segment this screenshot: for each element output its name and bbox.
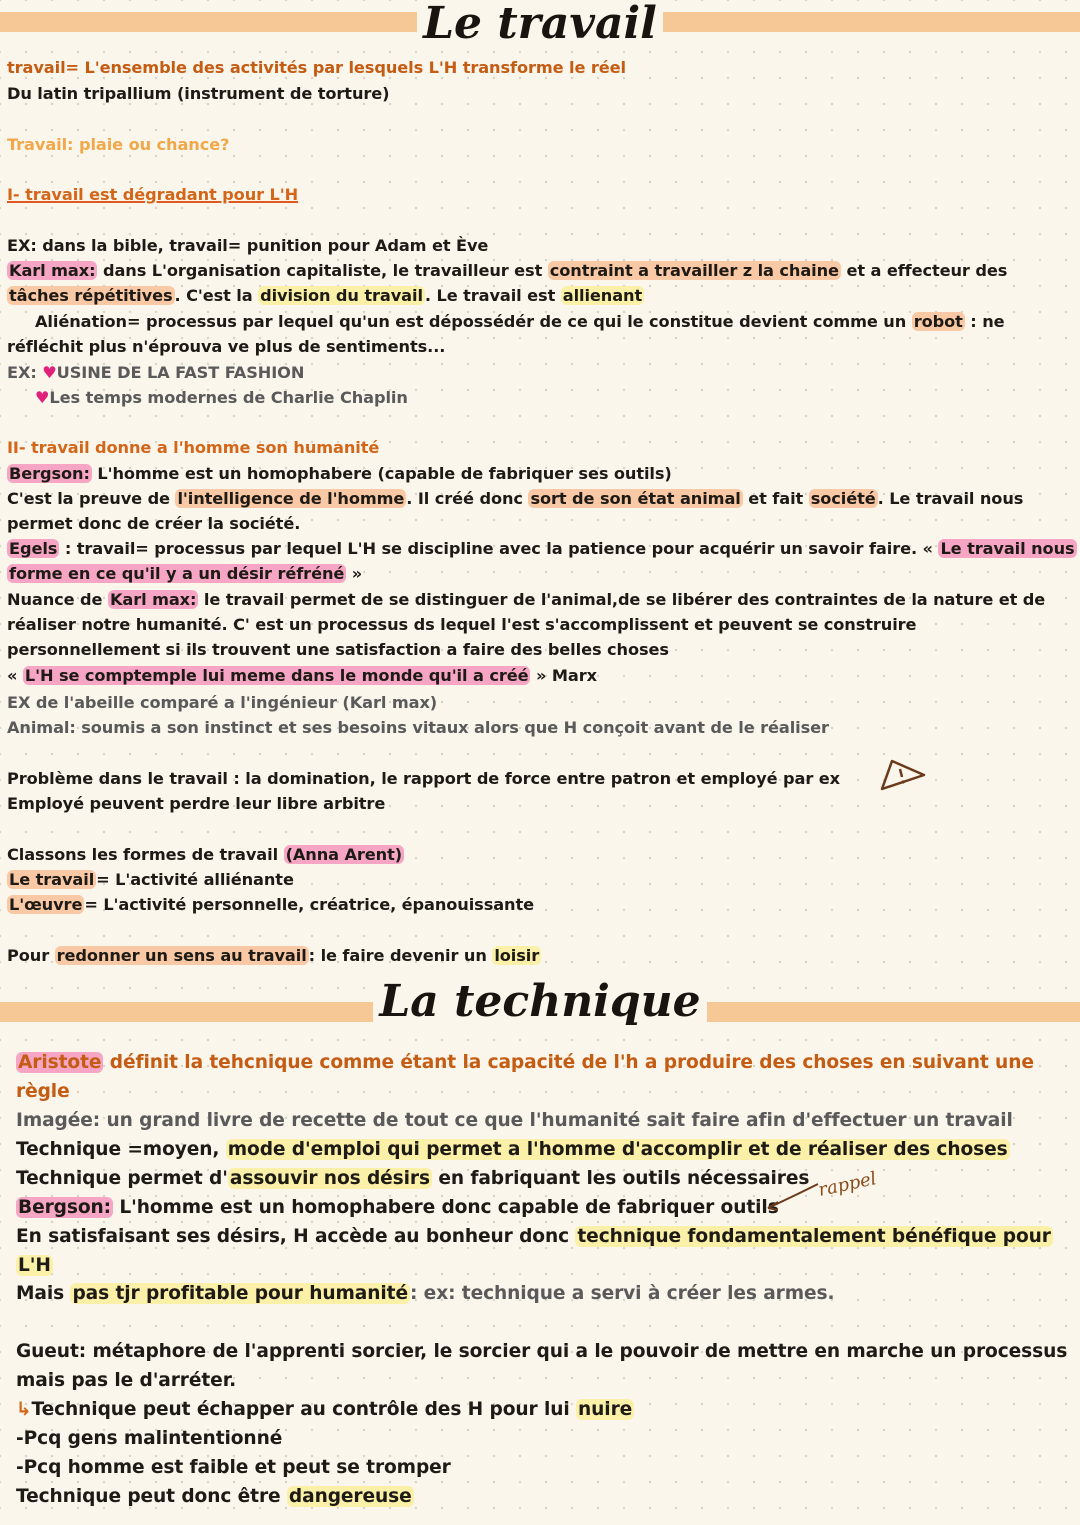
taches-line: tâches répétitives . C'est la division du travail . Le travail est allienant: [9, 286, 643, 305]
egels-line: Egels : travail= processus par lequel L'H se discipline avec la patience pour acquérir un savoir faire. « Le travail nous: [9, 539, 1075, 558]
bonheur-line: En satisfaisant ses désirs, H accède au bonheur donc technique fondamentalement bénéfique pour: [16, 1226, 1051, 1247]
mais-line: Mais pas tjr profitable pour humanité : ex: technique a servi à créer les armes.: [16, 1283, 835, 1304]
marx-quote: « L'H se comptemple lui meme dans le monde qu'il a créé » Marx: [7, 666, 597, 685]
nuance-line-2: réaliser notre humanité. C' est un processus ds lequel l'est s'accomplissent et peuvent se construire: [7, 615, 917, 634]
regle-line: règle: [16, 1081, 70, 1102]
oeuvre-def-line: L'œuvre = L'activité personnelle, créatrice, épanouissante: [9, 895, 535, 914]
pcq-line-1: -Pcq gens malintentionné: [16, 1428, 283, 1449]
classons-line: Classons les formes de travail (Anna Arent): [7, 845, 403, 864]
heart-icon: ♥: [35, 388, 50, 407]
imagee-line: Imagée: un grand livre de recette de tout ce que l'humanité sait faire afin d'effectuer un travail: [16, 1110, 1013, 1131]
gueut-line: Gueut: métaphore de l'apprenti sorcier, le sorcier qui a le pouvoir de mettre en marche un processus: [16, 1341, 1068, 1362]
definition-line: travail= L'ensemble des activités par lesquels L'H transforme le réel: [7, 58, 626, 77]
etymology-line: Du latin tripallium (instrument de torture): [7, 84, 390, 103]
dangereuse-line: Technique peut donc être dangereuse: [16, 1486, 412, 1507]
nuance-line-3: personnellement si ils trouvent une satisfaction a faire des belles choses: [7, 640, 669, 659]
example-fast-fashion: EX: ♥USINE DE LA FAST FASHION: [7, 363, 305, 382]
forme-line: forme en ce qu'il y a un désir réfréné »: [9, 564, 363, 583]
alienation-line-2: réfléchit plus n'éprouva ve plus de sentiments...: [7, 337, 446, 356]
heart-icon: ♥: [42, 363, 57, 382]
abeille-example: EX de l'abeille comparé a l'ingénieur (Karl max): [7, 693, 438, 712]
bonheur-line-2: L'H: [18, 1255, 51, 1276]
intelligence-line: C'est la preuve de l'intelligence de l'homme . Il créé donc sort de son état animal et fait société . Le travail nous: [7, 489, 1024, 508]
arrow-icon: [764, 1174, 820, 1214]
marx-line: Karl max: dans L'organisation capitaliste, le travailleur est contraint a travailler z la chaine et a effecteur des: [9, 261, 1008, 280]
example-chaplin: ♥Les temps modernes de Charlie Chaplin: [35, 388, 408, 407]
animal-line: Animal: soumis a son instinct et ses besoins vitaux alors que H conçoit avant de le réaliser: [7, 718, 829, 737]
permet-line: permet donc de créer la société.: [7, 514, 301, 533]
section-title-technique: La technique: [0, 980, 1080, 1024]
section-title-travail: Le travail: [0, 2, 1080, 46]
nuance-line: Nuance de Karl max: le travail permet de se distinguer de l'animal,de se libérer des contraintes de la nature et de: [7, 590, 1046, 609]
echapper-line: ↳Technique peut échapper au contrôle des H pour lui nuire: [16, 1399, 633, 1420]
bergson-line: Bergson: L'homme est un homophabere (capable de fabriquer ses outils): [9, 464, 672, 483]
bergson-rappel-line: Bergson: L'homme est un homophabere donc capable de fabriquer outils: [18, 1197, 779, 1218]
alienation-line: Aliénation= processus par lequel qu'un est dépossédér de ce qui le constitue devient comme un robot : ne: [35, 312, 1005, 331]
pcq-line-2: -Pcq homme est faible et peut se tromper: [16, 1457, 451, 1478]
probleme-line-2: Employé peuvent perdre leur libre arbitre: [7, 794, 386, 813]
travail-def-line: Le travail = L'activité alliénante: [9, 870, 294, 889]
assouvir-line: Technique permet d' assouvir nos désirs en fabriquant les outils nécessaires: [16, 1168, 810, 1189]
gueut-line-2: mais pas le d'arréter.: [16, 1370, 237, 1391]
bible-example: EX: dans la bible, travail= punition pour Adam et Ève: [7, 236, 489, 255]
moyen-line: Technique =moyen, mode d'emploi qui permet a l'homme d'accomplir et de réaliser des choses: [16, 1139, 1008, 1160]
part2-heading: II- travail donne a l'homme son humanité: [7, 438, 380, 457]
probleme-line: Problème dans le travail : la domination, le rapport de force entre patron et employé par ex: [7, 769, 840, 788]
question-line: Travail: plaie ou chance?: [7, 135, 230, 154]
aristote-line: Aristote définit la tehcnique comme étant la capacité de l'h a produire des choses en suivant une: [18, 1052, 1034, 1073]
name-highlight: Karl max:: [9, 261, 96, 280]
warning-icon: [878, 757, 928, 793]
curved-arrow-icon: ↳: [16, 1399, 32, 1420]
redonner-line: Pour redonner un sens au travail : le faire devenir un loisir: [7, 946, 540, 965]
part1-heading: I- travail est dégradant pour L'H: [7, 185, 299, 204]
rappel-note: rappel: [816, 1168, 879, 1201]
